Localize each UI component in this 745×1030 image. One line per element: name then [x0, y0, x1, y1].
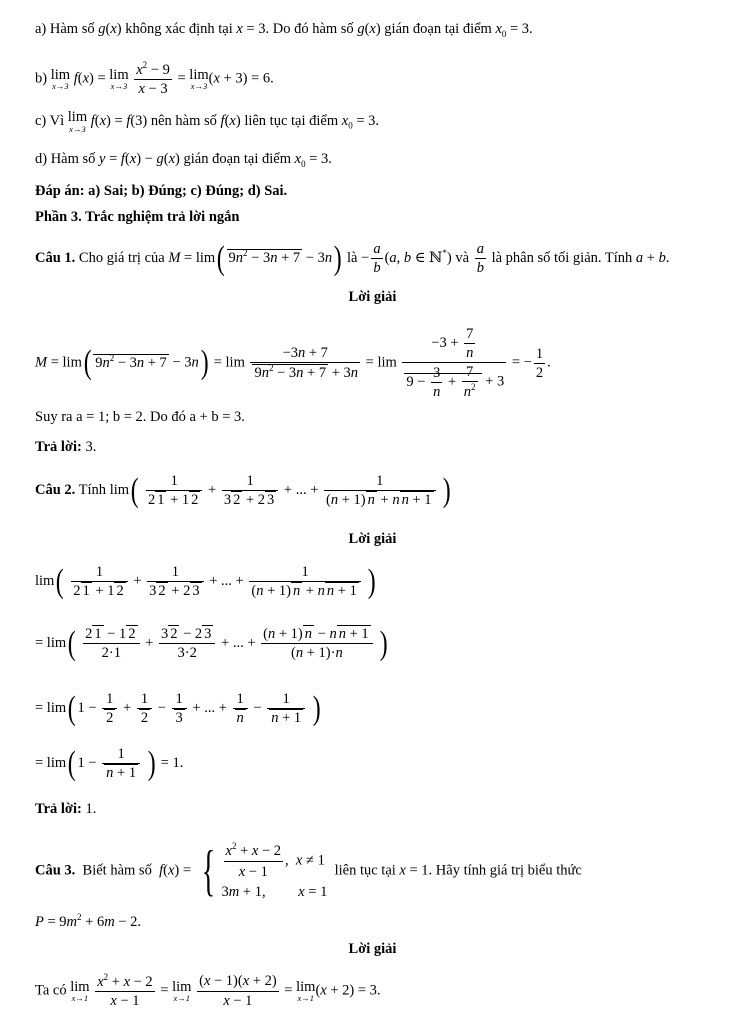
q2-step-2: = lim( $\frac{2 1 - 1 2}{2\cdot 1}$ + $\frac{3 2 - 2 3}{3\cdot 2}$ + ... + $\frac{\text{(n + 1) n − n n + 1}}{(n + 1)\cdot n}$ ): [35, 624, 388, 662]
question-1: Câu 1. Cho giá trị của M = lim( $9n^2 - 3n + 7 - 3n$) là − $\frac{a}{b}$ (a, b ∈ ℕ*) và $\frac{a}{b}$ là phân số tối giản. Tính a + b.: [35, 239, 670, 277]
q2-step-1: lim( $\frac{1}{2 1 + 1 2}$ + $\frac{1}{3 2 + 2 3}$ + ... + $\frac{1}{\text{(n + 1) n + n n + 1}}$ ): [35, 562, 377, 600]
statement-d: d) Hàm số y = f(x) − g(x) gián đoạn tại điểm $x_0 = 3$.: [35, 151, 332, 169]
q3-expression: $P = 9m^2 + 6m - 2$.: [35, 912, 142, 930]
statement-c: c) Vì lim x→3 f(x) = f(3) nên hàm số f(x) liên tục tại điểm $x_0 = 3$.: [35, 109, 380, 134]
q3-label: Câu 3.: [35, 862, 76, 879]
q2-step-3: = lim( 1 − $\frac{1}{2}$ + $\frac{1}{2}$ − $\frac{1}{3}$ + ... + $\frac{1}{n}$ − $\frac{1}{n + 1}$ ): [35, 689, 321, 727]
q3-solution-formula: Ta có lim x→1 $\frac{x^2 + x - 2}{x - 1}$ = lim x→1 $\frac{(x - 1)(x + 2)}{x - 1}$ = lim x→1 (x + 2) = 3.: [35, 972, 381, 1009]
q1-solution-title: Lời giải: [348, 289, 397, 305]
q2-step-4: = lim( 1 − $\frac{1}{n + 1}$ ) = 1.: [35, 744, 184, 782]
q1-text: Cho giá trị của: [78, 249, 165, 266]
statement-b: b) lim x→3 f(x) = lim x→3 $\frac{x^2 - 9}{x - 3}$ = lim x→3 (x + 3) = 6.: [35, 60, 274, 97]
statement-a: a) Hàm số g(x) không xác định tại x = 3. Do đó hàm số g(x) gián đoạn tại điểm $x_0 = 3$.: [35, 21, 533, 39]
q1-deduction: Suy ra a = 1; b = 2. Do đó a + b = 3.: [35, 409, 245, 425]
q1-answer: Trả lời: 3.: [35, 439, 97, 455]
q3-solution-title: Lời giải: [348, 941, 397, 957]
answer-key: Đáp án: a) Sai; b) Đúng; c) Đúng; d) Sai.: [35, 183, 288, 199]
q2-label: Câu 2.: [35, 481, 76, 498]
part-3-heading: Phần 3. Trắc nghiệm trả lời ngắn: [35, 209, 240, 225]
q1-label: Câu 1.: [35, 249, 76, 266]
q1-solution-formula: M = lim( $9n^2 - 3n + 7 - 3n) = \lim$ $\frac{-3n + 7}{9n^2 - 3n + 7 + 3n}$ = lim −3 + $\frac{7}{n}$ 9 − $\frac{3}{n}$ + $\frac{7}{n^2}$ + 3 = − $\frac{1}{2}$ .: [35, 326, 551, 401]
q2-solution-title: Lời giải: [348, 531, 397, 547]
q2-answer: Trả lời: 1.: [35, 801, 97, 817]
question-2: Câu 2. Tính lim( $\frac{1}{2 1 + 1 2}$ + $\frac{1}{3 2 + 2 3}$ + ... + $\frac{1}{\text{(n + 1) n + n n + 1}}$ ): [35, 471, 451, 509]
question-3: Câu 3. Biết hàm số f(x) = { $\frac{x^2 + x - 2}{x - 1}$ , x ≠ 1 3m + 1, x = 1 liên tục tại x = 1. Hãy tính giá trị biểu thức: [35, 840, 582, 903]
